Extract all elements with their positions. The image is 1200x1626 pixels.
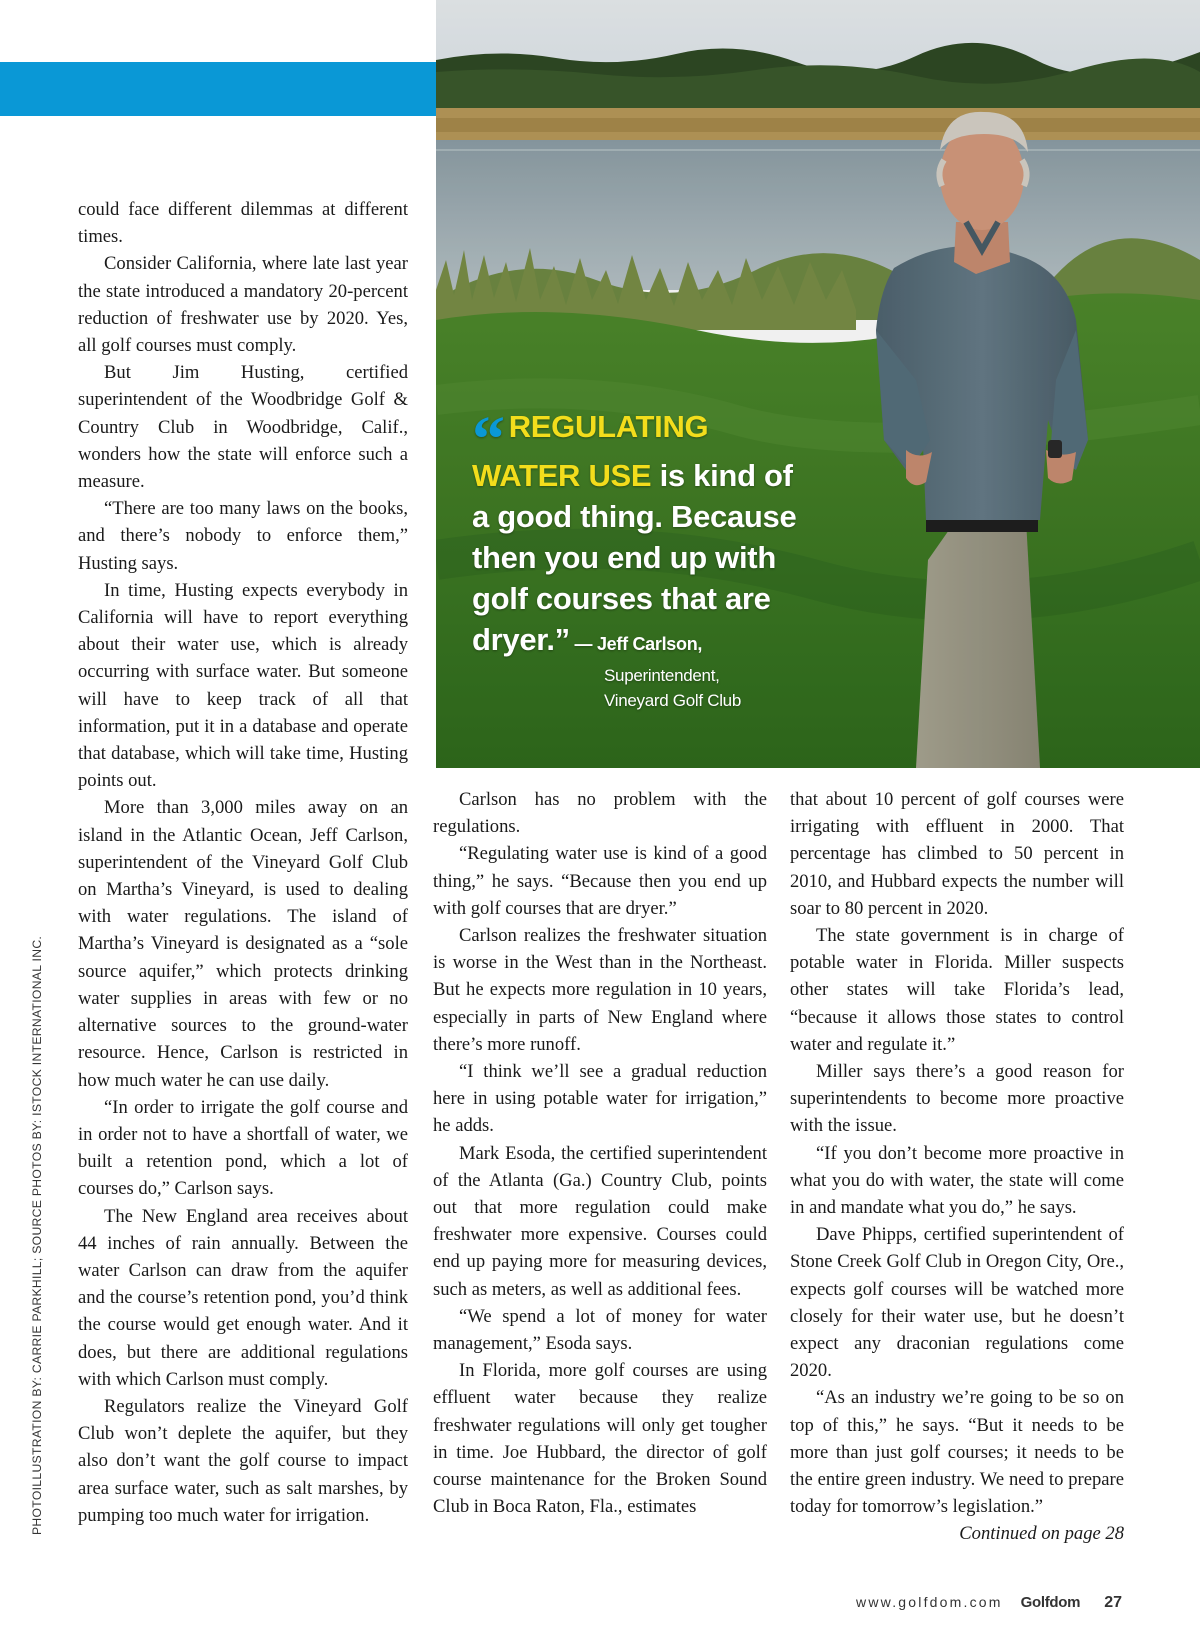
paragraph: The New England area receives about 44 inches of rain annually. Between the water Carlson can draw from the aquifer and the course’s retention pond, you’d think the course would get enough water. And it does, but there are additional regulations with which Carlson must comply. bbox=[78, 1205, 408, 1390]
paragraph: “I think we’ll see a gradual reduction here in using potable water for irrigation,” he adds. bbox=[433, 1061, 767, 1137]
article-column-1 bbox=[78, 196, 408, 1529]
paragraph: But Jim Husting, certified superintendent of the Woodbridge Golf & Country Club in Woodbridge, Calif., wonders how the state will enforce such a measure. bbox=[78, 362, 408, 493]
paragraph: “There are too many laws on the books, and there’s nobody to enforce them,” Husting says. bbox=[78, 498, 408, 574]
header-accent-bar bbox=[0, 62, 436, 116]
paragraph: that about 10 percent of golf courses were irrigating with effluent in 2000. That percentage has climbed to 50 percent in 2010, and Hubbard expects the number will soar to 80 percent in 2020. bbox=[790, 789, 1124, 919]
paragraph: In Florida, more golf courses are using effluent water because they realize freshwater regulations will only get tougher in time. Joe Hubbard, the director of golf course maintenance for the Broken Sound Club in Boca Raton, Fla., estimates bbox=[433, 1360, 767, 1518]
paragraph: Dave Phipps, certified superintendent of Stone Creek Golf Club in Oregon City, Ore., expects golf courses will be watched more closely for their water use, but he doesn’t expect any draconian regulations come 2020. bbox=[790, 1224, 1124, 1382]
footer-url[interactable]: www.golfdom.com bbox=[856, 1594, 1003, 1610]
quote-text: is kind of a good thing. Because then you end up with golf courses that are dryer.” bbox=[472, 458, 797, 657]
quote-highlight-2: WATER USE bbox=[472, 458, 652, 493]
page-footer bbox=[856, 1594, 1122, 1612]
paragraph: “As an industry we’re going to be so on top of this,” he says. “But it needs to be more than just golf courses; it needs to be the entire green industry. We need to prepare today for tomorrow’s legislation.” bbox=[790, 1387, 1124, 1518]
paragraph: Carlson has no problem with the regulations. bbox=[433, 789, 767, 838]
paragraph: Miller says there’s a good reason for superintendents to become more proactive with the issue. bbox=[790, 1061, 1124, 1137]
article-column-3 bbox=[790, 786, 1124, 1548]
paragraph: Consider California, where late last year the state introduced a mandatory 20-percent reduction of freshwater use by 2020. Yes, all golf courses must comply. bbox=[78, 253, 408, 357]
quote-dash: — bbox=[569, 634, 597, 654]
paragraph: “In order to irrigate the golf course and in order not to have a shortfall of water, we built a retention pond, which a lot of courses do,” Carlson says. bbox=[78, 1096, 408, 1200]
quote-comma: , bbox=[697, 634, 703, 654]
paragraph: In time, Husting expects everybody in California will have to report everything about their water use, which is already occurring with surface water. But someone will have to keep track of all that information, put it in a database and operate that database, which will take time, Husting points out. bbox=[78, 579, 408, 792]
article-column-2 bbox=[433, 786, 767, 1520]
quote-author-title: Superintendent, bbox=[604, 666, 720, 685]
paragraph: Regulators realize the Vineyard Golf Club won’t deplete the aquifer, but they also don’t want the golf course to impact area surface water, such as salt marshes, by pumping too much water for irrigation. bbox=[78, 1395, 408, 1526]
page-number: 27 bbox=[1104, 1594, 1122, 1611]
paragraph: Carlson realizes the freshwater situation is worse in the West than in the Northeast. But he expects more regulation in 10 years, especially in parts of New England where there’s more runoff. bbox=[433, 925, 767, 1055]
footer-brand: Golfdom bbox=[1020, 1594, 1081, 1611]
paragraph: could face different dilemmas at different times. bbox=[78, 199, 408, 248]
paragraph: More than 3,000 miles away on an island in the Atlantic Ocean, Jeff Carlson, superintendent of the Vineyard Golf Club on Martha’s Vineyard, is used to dealing with water regulations. The island of Martha’s Vineyard is designated as a “sole source aquifer,” which protects drinking water supplies in areas with few or no alternative sources to the ground-water resource. Hence, Carlson is restricted in how much water he can use daily. bbox=[78, 797, 408, 1091]
quote-mark-icon: “ bbox=[472, 403, 505, 476]
pull-quote bbox=[472, 403, 802, 713]
quote-author-org: Vineyard Golf Club bbox=[604, 691, 741, 710]
quote-highlight-1: REGULATING bbox=[508, 409, 709, 444]
paragraph: The state government is in charge of potable water in Florida. Miller suspects other states will take Florida’s lead, “because it allows those states to control water and regulate it.” bbox=[790, 925, 1124, 1055]
quote-author-name: Jeff Carlson bbox=[596, 634, 698, 654]
paragraph: “Regulating water use is kind of a good thing,” he says. “Because then you end up with golf courses that are dryer.” bbox=[433, 843, 767, 919]
paragraph: “We spend a lot of money for water management,” Esoda says. bbox=[433, 1305, 767, 1355]
photo-credit: PHOTOILLUSTRATION BY: CARRIE PARKHILL; SOURCE PHOTOS BY: ISTOCK INTERNATIONAL INC. bbox=[30, 935, 44, 1535]
paragraph: Mark Esoda, the certified superintendent of the Atlanta (Ga.) Country Club, points out that more regulation could make freshwater more expensive. Courses could end up paying more for measuring devices, such as meters, as well as additional fees. bbox=[433, 1142, 767, 1300]
continued-link[interactable]: Continued on page 28 bbox=[959, 1523, 1124, 1545]
paragraph: “If you don’t become more proactive in what you do with water, the state will come in and mandate what you do,” he says. bbox=[790, 1142, 1124, 1219]
